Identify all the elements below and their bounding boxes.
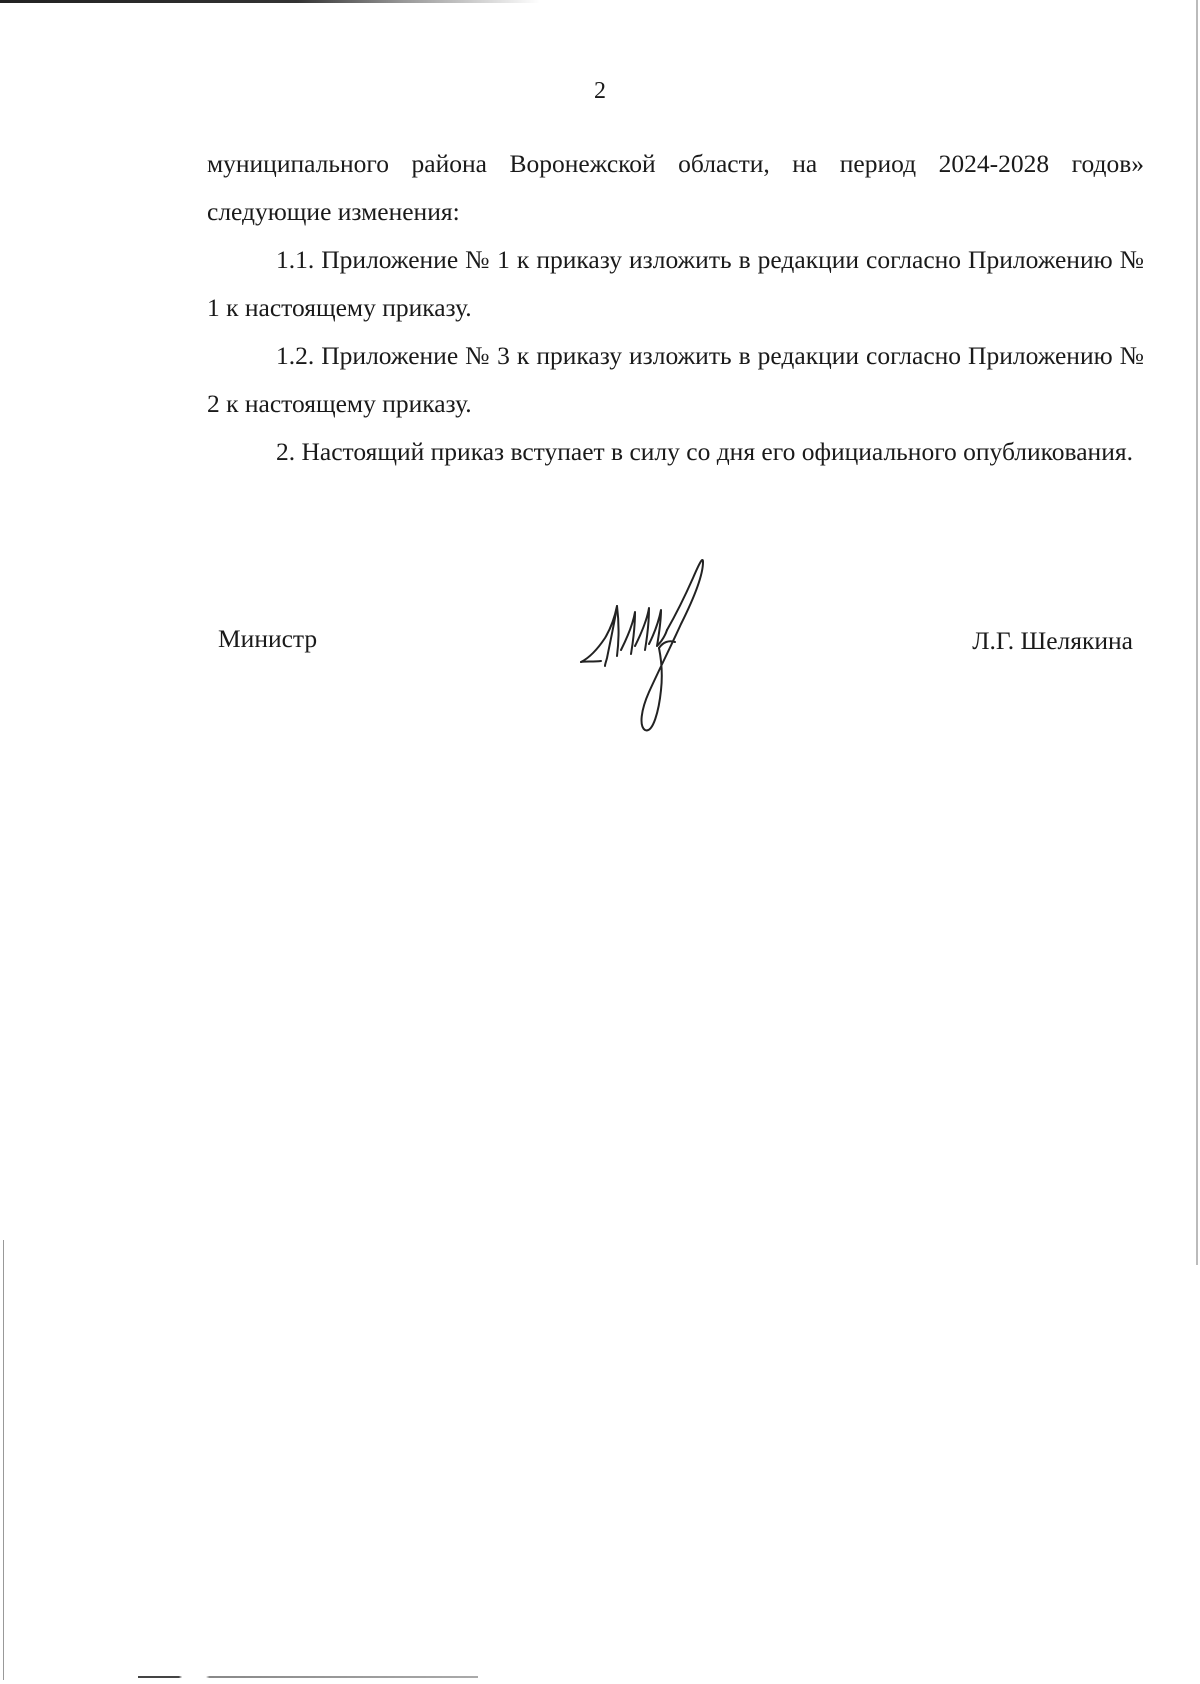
handwritten-signature	[575, 550, 725, 740]
paragraph-item-1-1: 1.1. Приложение № 1 к приказу изложить в редакции согласно Приложению № 1 к настоящему приказу.	[207, 245, 1144, 322]
signer-title: Министр	[218, 624, 318, 653]
page-number: 2	[594, 78, 606, 104]
scan-edge-left	[3, 1240, 4, 1680]
paragraph-item-1-2: 1.2. Приложение № 3 к приказу изложить в редакции согласно Приложению № 2 к настоящему приказу.	[207, 341, 1144, 418]
paragraph-item-2: 2. Настоящий приказ вступает в силу со дня его официального опубликования.	[276, 437, 1133, 466]
signature-block	[0, 540, 1200, 740]
scan-edge-top	[0, 0, 540, 3]
paragraph-continuation: муниципального района Воронежской области, на период 2024-2028 годов» следующие изменения:	[207, 149, 1144, 226]
document-body	[207, 140, 1144, 476]
signature-drawing	[575, 550, 725, 740]
scan-edge-bottom	[138, 1676, 478, 1678]
signer-name: Л.Г. Шелякина	[972, 626, 1133, 655]
